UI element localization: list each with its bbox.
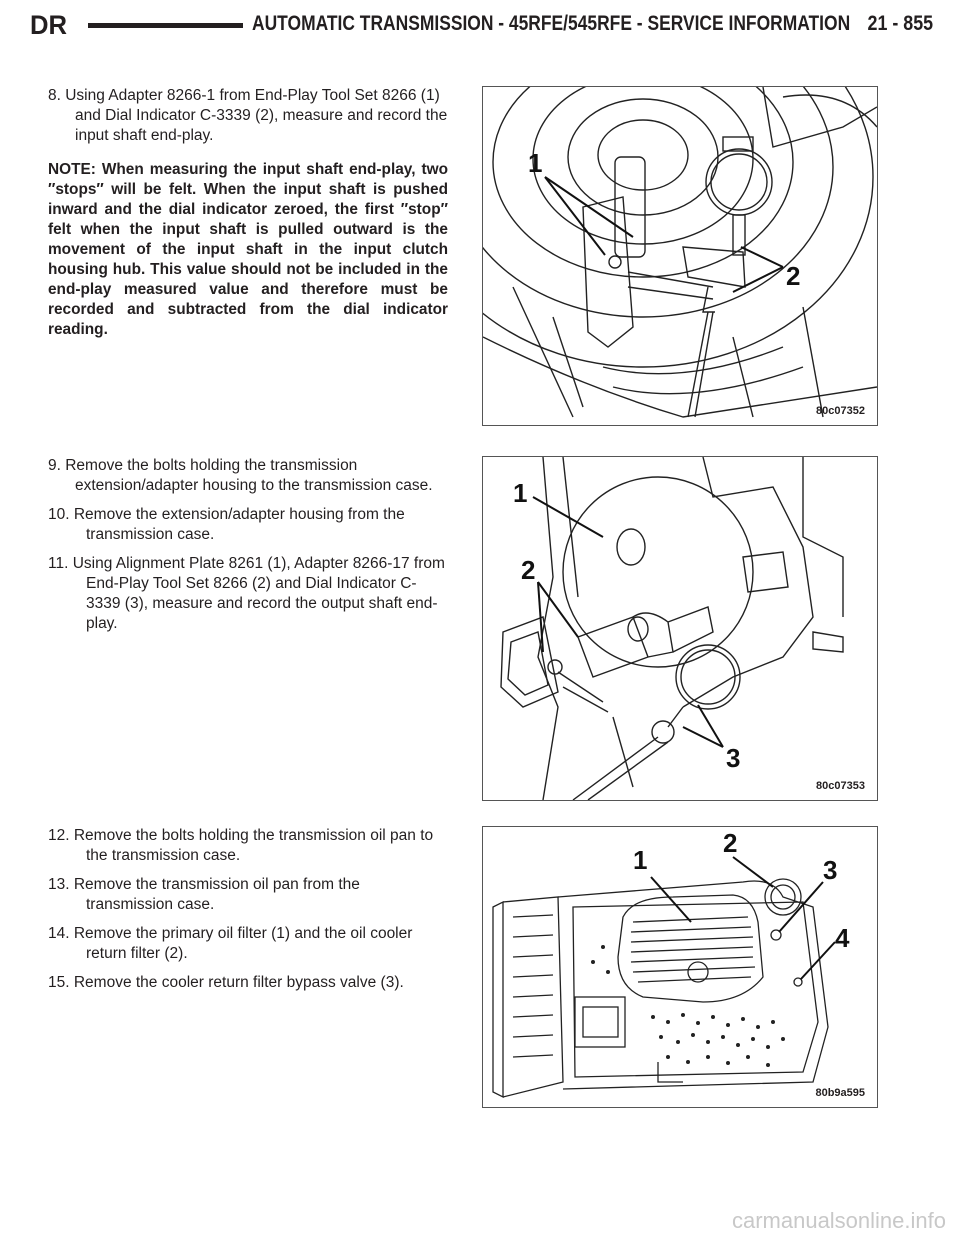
callout-4: 4 [835,923,850,953]
section-3-text [48,826,448,993]
input-shaft-illustration [483,87,877,425]
figure-code: 80c07353 [816,780,865,792]
page-header [30,10,933,42]
step-8: 8. Using Adapter 8266-1 from End-Play Tool Set 8266 (1) and Dial Indicator C-3339 (2), measure and record the input shaft end-play. [48,87,448,144]
figure-code: 80b9a595 [815,1087,865,1099]
section-2-text [48,456,448,634]
header-title: AUTOMATIC TRANSMISSION - 45RFE/545RFE - SERVICE INFORMATION [252,12,851,35]
step-15: 15. Remove the cooler return filter bypass valve (3). [48,974,404,991]
callout-3: 3 [726,743,741,773]
step-12: 12. Remove the bolts holding the transmission oil pan to the transmission case. [48,827,434,864]
callout-2: 2 [723,828,738,858]
output-shaft-illustration [483,457,877,800]
callout-2: 2 [521,555,536,585]
callout-1: 1 [528,148,543,178]
section-1-text [48,86,448,340]
step-11: 11. Using Alignment Plate 8261 (1), Adapter 8266-17 from End-Play Tool Set 8266 (2) and Dial Indicator C-3339 (3), measure and record the output shaft end-play. [48,555,445,632]
footer-watermark: carmanualsonline.info [731,1208,946,1233]
note-input-shaft: NOTE: When measuring the input shaft end-play, two ″stops″ will be felt. When the input shaft is pushed inward and the dial indicator zeroed, the first ″stop″ felt when the input shaft is pulled outward is the movement of the input shaft in the input clutch housing hub. This value should not be included in the end-play measured value and therefore must be recorded and subtracted from the dial indicator reading. [48,161,448,338]
step-14: 14. Remove the primary oil filter (1) and the oil cooler return filter (2). [48,925,413,962]
callout-1: 1 [633,845,648,875]
step-13: 13. Remove the transmission oil pan from the transmission case. [48,876,360,913]
step-10: 10. Remove the extension/adapter housing from the transmission case. [48,506,405,543]
figure-code: 80c07352 [816,405,865,417]
figure-output-shaft-endplay [482,456,878,801]
header-page-number: 21 - 855 [867,12,933,35]
figure-oil-filter [482,826,878,1108]
callout-1: 1 [513,478,528,508]
header-model: DR [30,10,68,40]
callout-2: 2 [786,261,801,291]
callout-3: 3 [823,855,838,885]
figure-input-shaft-endplay [482,86,878,426]
header-rule [88,23,243,28]
oil-pan-valve-body-illustration [483,827,877,1107]
step-9: 9. Remove the bolts holding the transmission extension/adapter housing to the transmission case. [48,457,433,494]
